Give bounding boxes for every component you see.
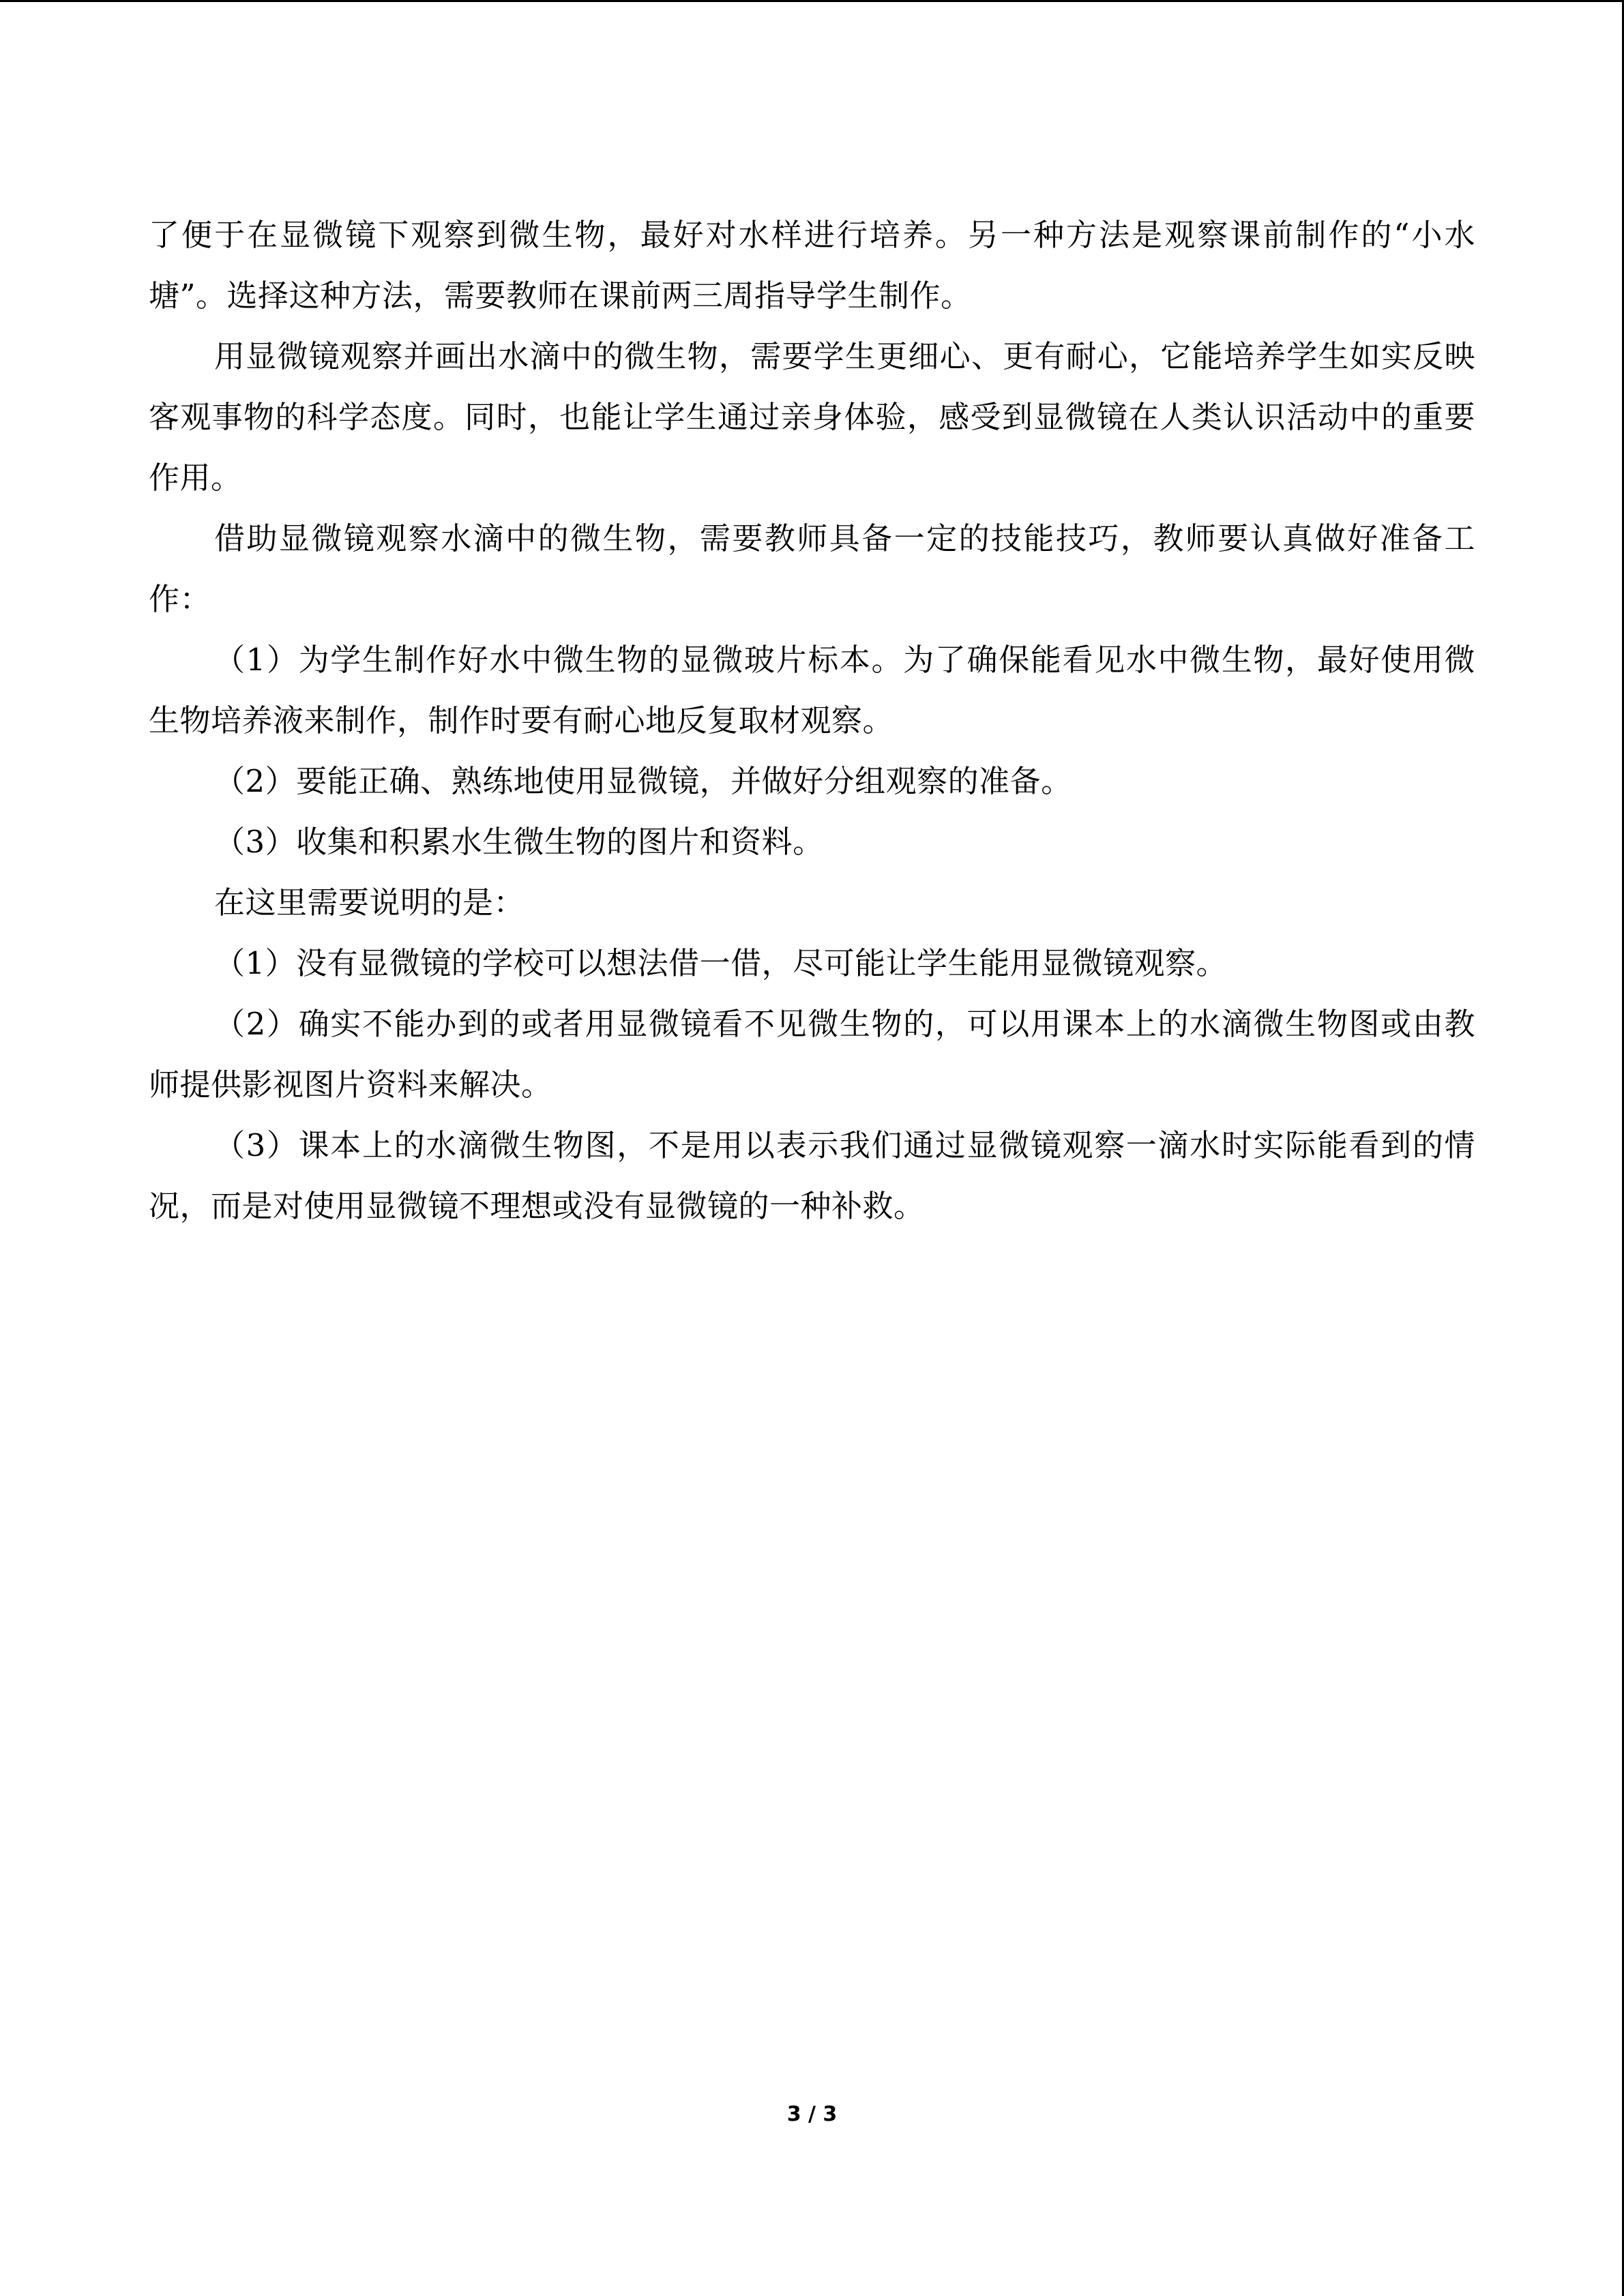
list-item: （3）课本上的水滴微生物图，不是用以表示我们通过显微镜观察一滴水时实际能看到的情况，而是对使用显微镜不理想或没有显微镜的一种补救。	[149, 1127, 1475, 1224]
paragraph: 了便于在显微镜下观察到微生物，最好对水样进行培养。另一种方法是观察课前制作的“小水塘”。选择这种方法，需要教师在课前两三周指导学生制作。	[149, 217, 1475, 314]
paragraph: 借助显微镜观察水滴中的微生物，需要教师具备一定的技能技巧，教师要认真做好准备工作：	[149, 520, 1475, 617]
page-number: 3 / 3	[786, 2102, 838, 2126]
document-body	[149, 205, 1475, 1236]
paragraph: 在这里需要说明的是：	[214, 884, 525, 921]
list-item: （1）没有显微镜的学校可以想法借一借，尽可能让学生能用显微镜观察。	[214, 945, 1228, 981]
list-item: （3）收集和积累水生微生物的图片和资料。	[214, 824, 824, 860]
list-item: （1）为学生制作好水中微生物的显微玻片标本。为了确保能看见水中微生物，最好使用微生物培养液来制作，制作时要有耐心地反复取材观察。	[149, 642, 1475, 739]
paragraph: 用显微镜观察并画出水滴中的微生物，需要学生更细心、更有耐心，它能培养学生如实反映客观事物的科学态度。同时，也能让学生通过亲身体验，感受到显微镜在人类认识活动中的重要作用。	[149, 338, 1475, 496]
list-item: （2）确实不能办到的或者用显微镜看不见微生物的，可以用课本上的水滴微生物图或由教师提供影视图片资料来解决。	[149, 1006, 1475, 1103]
list-item: （2）要能正确、熟练地使用显微镜，并做好分组观察的准备。	[214, 763, 1072, 799]
